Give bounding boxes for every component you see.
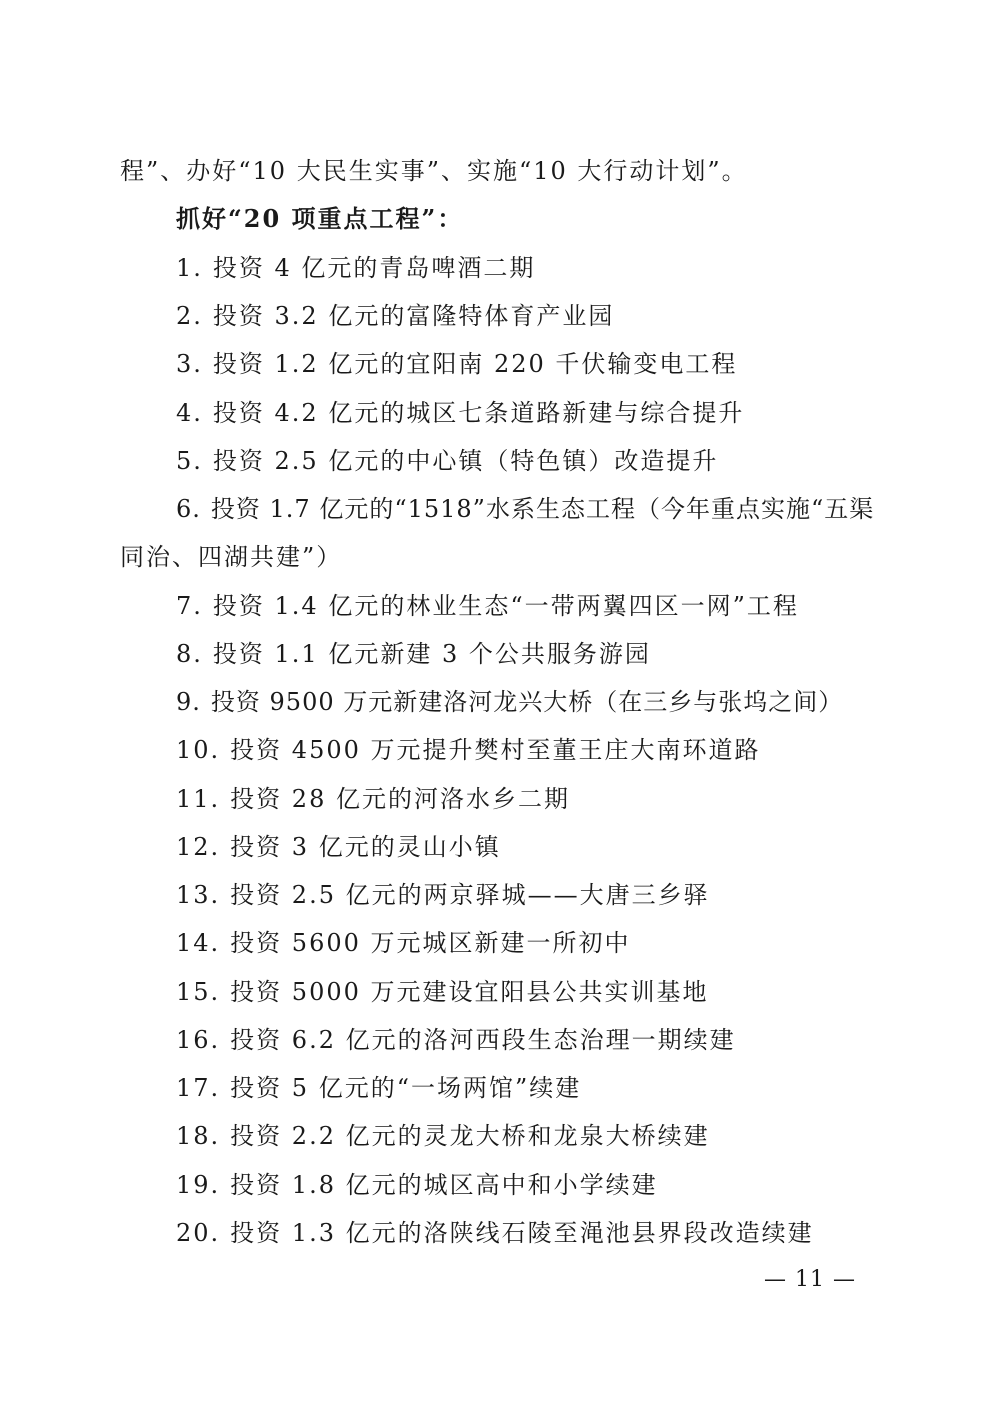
list-item [176, 927, 631, 959]
item-text: 投资 1.4 亿元的林业生态“一带两翼四区一网”工程 [212, 592, 799, 620]
item-number: 11. [176, 785, 221, 813]
list-item [176, 397, 744, 429]
item-text: 投资 5600 万元城区新建一所初中 [230, 929, 631, 957]
item-text: 投资 1.2 亿元的宜阳南 220 千伏输变电工程 [212, 350, 738, 378]
item-number: 19. [176, 1171, 221, 1199]
list-item [176, 300, 614, 332]
section-heading: 抓好“20 项重点工程”： [176, 204, 464, 233]
item-number: 14. [176, 929, 221, 957]
item-number: 4. [176, 399, 203, 427]
item-number: 8. [176, 640, 203, 668]
item-text: 投资 2.5 亿元的中心镇（特色镇）改造提升 [212, 447, 719, 475]
list-item [176, 252, 535, 284]
item-number: 16. [176, 1026, 221, 1054]
list-item [176, 1217, 814, 1249]
list-item [176, 590, 799, 622]
list-item [176, 1120, 710, 1152]
item-number: 3. [176, 350, 203, 378]
item-text: 投资 4 亿元的青岛啤酒二期 [212, 254, 536, 282]
item-number: 10. [176, 736, 221, 764]
list-item [176, 783, 570, 815]
item-number: 9. [176, 688, 201, 716]
list-item [176, 1169, 658, 1201]
list-item [176, 879, 710, 911]
item-number: 17. [176, 1074, 221, 1102]
list-item [176, 976, 709, 1008]
list-item [176, 1024, 736, 1056]
item-text: 投资 2.5 亿元的两京驿城——大唐三乡驿 [230, 881, 710, 909]
item-number: 2. [176, 302, 203, 330]
item-text: 投资 2.2 亿元的灵龙大桥和龙泉大桥续建 [230, 1122, 710, 1150]
list-item [176, 638, 651, 670]
item-number: 5. [176, 447, 203, 475]
item-number: 6. [176, 495, 201, 523]
list-item-continuation: 同治、四湖共建”） [120, 543, 343, 571]
list-item [176, 831, 501, 863]
list-item [176, 1072, 581, 1104]
item-number: 7. [176, 592, 203, 620]
page-number: — 11 — [764, 1267, 856, 1292]
intro-line: 程”、办好“10 大民生实事”、实施“10 大行动计划”。 [120, 157, 748, 185]
item-text: 投资 1.3 亿元的洛陕线石陵至渑池县界段改造续建 [230, 1219, 814, 1247]
item-text: 投资 5000 万元建设宜阳县公共实训基地 [230, 978, 709, 1006]
item-text: 投资 1.1 亿元新建 3 个公共服务游园 [212, 640, 651, 668]
list-item [176, 686, 843, 718]
item-text: 投资 1.7 亿元的“1518”水系生态工程（今年重点实施“五渠 [210, 495, 875, 523]
item-number: 12. [176, 833, 221, 861]
item-number: 20. [176, 1219, 221, 1247]
item-text: 投资 4.2 亿元的城区七条道路新建与综合提升 [212, 399, 745, 427]
item-number: 1. [176, 254, 203, 282]
item-text: 投资 4500 万元提升樊村至董王庄大南环道路 [230, 736, 761, 764]
list-item [176, 734, 761, 766]
item-text: 投资 3.2 亿元的富隆特体育产业园 [212, 302, 615, 330]
item-text: 投资 5 亿元的“一场两馆”续建 [230, 1074, 582, 1102]
item-text: 投资 28 亿元的河洛水乡二期 [230, 785, 570, 813]
item-text: 投资 3 亿元的灵山小镇 [230, 833, 501, 861]
item-text: 投资 6.2 亿元的洛河西段生态治理一期续建 [230, 1026, 736, 1054]
list-item [176, 348, 737, 380]
list-item [176, 445, 718, 477]
item-text: 投资 9500 万元新建洛河龙兴大桥（在三乡与张坞之间） [210, 688, 844, 716]
item-number: 15. [176, 978, 221, 1006]
list-item [176, 493, 874, 525]
item-number: 13. [176, 881, 221, 909]
item-text: 投资 1.8 亿元的城区高中和小学续建 [230, 1171, 658, 1199]
item-number: 18. [176, 1122, 221, 1150]
